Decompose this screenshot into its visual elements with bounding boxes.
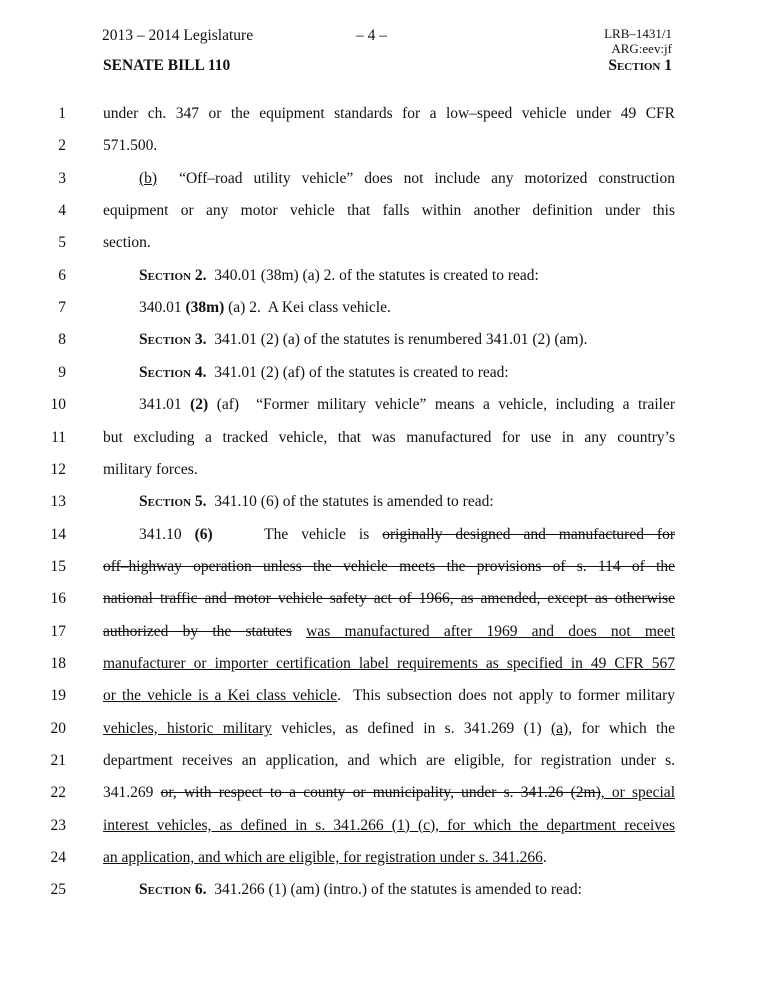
line-number: 7 bbox=[58, 299, 66, 317]
line-number: 3 bbox=[58, 169, 66, 187]
inserted-text: was manufactured after 1969 and does not meet bbox=[306, 622, 675, 640]
line-number: 22 bbox=[50, 784, 66, 802]
line-number: 2 bbox=[58, 137, 66, 155]
struck-text: national traffic and motor vehicle safety act of 1966, as amended, except as otherwise bbox=[103, 590, 675, 608]
bill-text-line bbox=[103, 590, 675, 608]
text-run: 341.01 (2) (a) of the statutes is renumbered 341.01 (2) (am). bbox=[206, 331, 588, 349]
struck-text: originally designed and manufactured for bbox=[382, 525, 675, 543]
text-run: 341.269 bbox=[103, 784, 161, 802]
inserted-text: manufacturer or importer certification label requirements as specified in 49 CFR 567 bbox=[103, 654, 675, 672]
bill-text-line bbox=[103, 461, 675, 479]
text-run: 341.01 bbox=[139, 396, 191, 414]
text-run: 340.01 bbox=[139, 299, 186, 317]
line-number: 24 bbox=[50, 849, 66, 867]
section-heading: Section 2. bbox=[139, 266, 207, 284]
bill-text-line bbox=[103, 170, 675, 188]
text-run: (af) “Former military vehicle” means a vehicle, including a trailer bbox=[208, 396, 675, 414]
lrb-number: LRB–1431/1 bbox=[604, 26, 672, 41]
bill-text-line bbox=[103, 881, 675, 899]
text-run: 341.10 bbox=[139, 525, 195, 543]
text-run: . bbox=[542, 849, 547, 867]
line-number: 8 bbox=[58, 331, 66, 349]
text-run: (38m) bbox=[185, 299, 225, 317]
bill-text-line bbox=[103, 429, 675, 447]
line-number: 12 bbox=[50, 460, 66, 478]
bill-text-line bbox=[103, 267, 675, 285]
line-number: 9 bbox=[58, 363, 66, 381]
line-number: 5 bbox=[58, 234, 66, 252]
text-run: vehicles, as defined in s. 341.269 (1) bbox=[271, 719, 552, 737]
bill-title: SENATE BILL 110 bbox=[103, 57, 231, 74]
line-number: 18 bbox=[50, 654, 66, 672]
text-run: 341.10 (6) of the statutes is amended to read: bbox=[206, 493, 494, 511]
bill-text-line bbox=[103, 105, 675, 123]
line-number: 19 bbox=[50, 687, 66, 705]
section-heading: Section 6. bbox=[139, 881, 207, 899]
section-heading: Section 3. bbox=[139, 331, 207, 349]
text-run: 571.500. bbox=[103, 137, 158, 155]
inserted-text: interest vehicles, as defined in s. 341.266 (1) (c), for which the department receives bbox=[103, 816, 675, 834]
bill-text-line bbox=[103, 364, 675, 382]
section-heading: Section 4. bbox=[139, 363, 207, 381]
line-number: 10 bbox=[50, 396, 66, 414]
bill-text-line bbox=[103, 493, 675, 511]
text-run: “Off–road utility vehicle” does not include any motorized construction bbox=[157, 169, 675, 187]
line-number: 14 bbox=[50, 525, 66, 543]
text-run: military forces. bbox=[103, 460, 198, 478]
text-run: 341.01 (2) (af) of the statutes is created to read: bbox=[206, 363, 509, 381]
text-run: 341.266 (1) (am) (intro.) of the statutes is amended to read: bbox=[206, 881, 582, 899]
section-heading: Section 5. bbox=[139, 493, 207, 511]
inserted-text: , or special bbox=[600, 784, 675, 802]
bill-text-line bbox=[103, 137, 675, 155]
session-label: 2013 – 2014 Legislature bbox=[102, 27, 254, 44]
bill-text-line bbox=[103, 784, 675, 802]
line-number: 1 bbox=[58, 105, 66, 122]
inserted-text: (a) bbox=[551, 719, 569, 737]
text-run: (2) bbox=[190, 396, 209, 414]
text-run: . This subsection does not apply to former military bbox=[337, 687, 675, 705]
bill-text-line bbox=[103, 526, 675, 544]
inserted-text: or the vehicle is a Kei class vehicle bbox=[103, 687, 338, 705]
bill-text-line bbox=[103, 558, 675, 576]
bill-text-line bbox=[103, 720, 675, 738]
struck-text: or, with respect to a county or municipality, under s. 341.26 (2m) bbox=[160, 784, 601, 802]
text-run: equipment or any motor vehicle that falls within another definition under this bbox=[103, 202, 675, 220]
line-number: 17 bbox=[50, 622, 66, 640]
bill-text-line bbox=[103, 752, 675, 770]
text-run: (6) bbox=[194, 525, 213, 543]
line-number: 13 bbox=[50, 493, 66, 511]
bill-text-line bbox=[103, 623, 675, 641]
text-run: , for which the bbox=[568, 719, 675, 737]
text-run: department receives an application, and which are eligible, for registration under s. bbox=[103, 752, 675, 769]
text-run: 340.01 (38m) (a) 2. of the statutes is created to read: bbox=[206, 266, 539, 284]
bill-text-line bbox=[103, 202, 675, 220]
text-run: The vehicle is bbox=[212, 525, 383, 543]
line-number: 21 bbox=[50, 752, 66, 769]
inserted-text: (b) bbox=[139, 169, 158, 187]
text-run: but excluding a tracked vehicle, that was manufactured for use in any country’s bbox=[103, 428, 675, 446]
bill-text-line bbox=[103, 331, 675, 349]
text-run: (a) 2. A Kei class vehicle. bbox=[224, 299, 391, 317]
drafter-initials: ARG:eev:jf bbox=[611, 41, 672, 56]
bill-text-line bbox=[103, 299, 675, 317]
line-number: 11 bbox=[51, 428, 66, 446]
bill-text-line bbox=[103, 396, 675, 414]
bill-text-line bbox=[103, 817, 675, 835]
page-number: – 4 – bbox=[356, 27, 387, 44]
line-number: 16 bbox=[50, 590, 66, 608]
inserted-text: vehicles, historic military bbox=[103, 719, 272, 737]
line-number: 20 bbox=[50, 719, 66, 737]
bill-text-line bbox=[103, 234, 675, 252]
bill-text-line bbox=[103, 849, 675, 867]
line-number: 15 bbox=[50, 557, 66, 575]
section-label: Section 1 bbox=[608, 57, 672, 74]
bill-text-line bbox=[103, 655, 675, 673]
line-number: 6 bbox=[58, 266, 66, 284]
inserted-text: an application, and which are eligible, for registration under s. 341.266 bbox=[103, 849, 543, 867]
text-run bbox=[292, 623, 306, 640]
struck-text: off–highway operation unless the vehicle meets the provisions of s. 114 of the bbox=[103, 557, 675, 575]
struck-text: authorized by the statutes bbox=[103, 622, 292, 640]
line-number: 23 bbox=[50, 816, 66, 834]
line-number: 25 bbox=[50, 881, 66, 899]
text-run: under ch. 347 or the equipment standards for a low–speed vehicle under 49 CFR bbox=[103, 105, 675, 122]
bill-text-line bbox=[103, 687, 675, 705]
text-run: section. bbox=[103, 234, 151, 252]
line-number: 4 bbox=[58, 202, 66, 220]
